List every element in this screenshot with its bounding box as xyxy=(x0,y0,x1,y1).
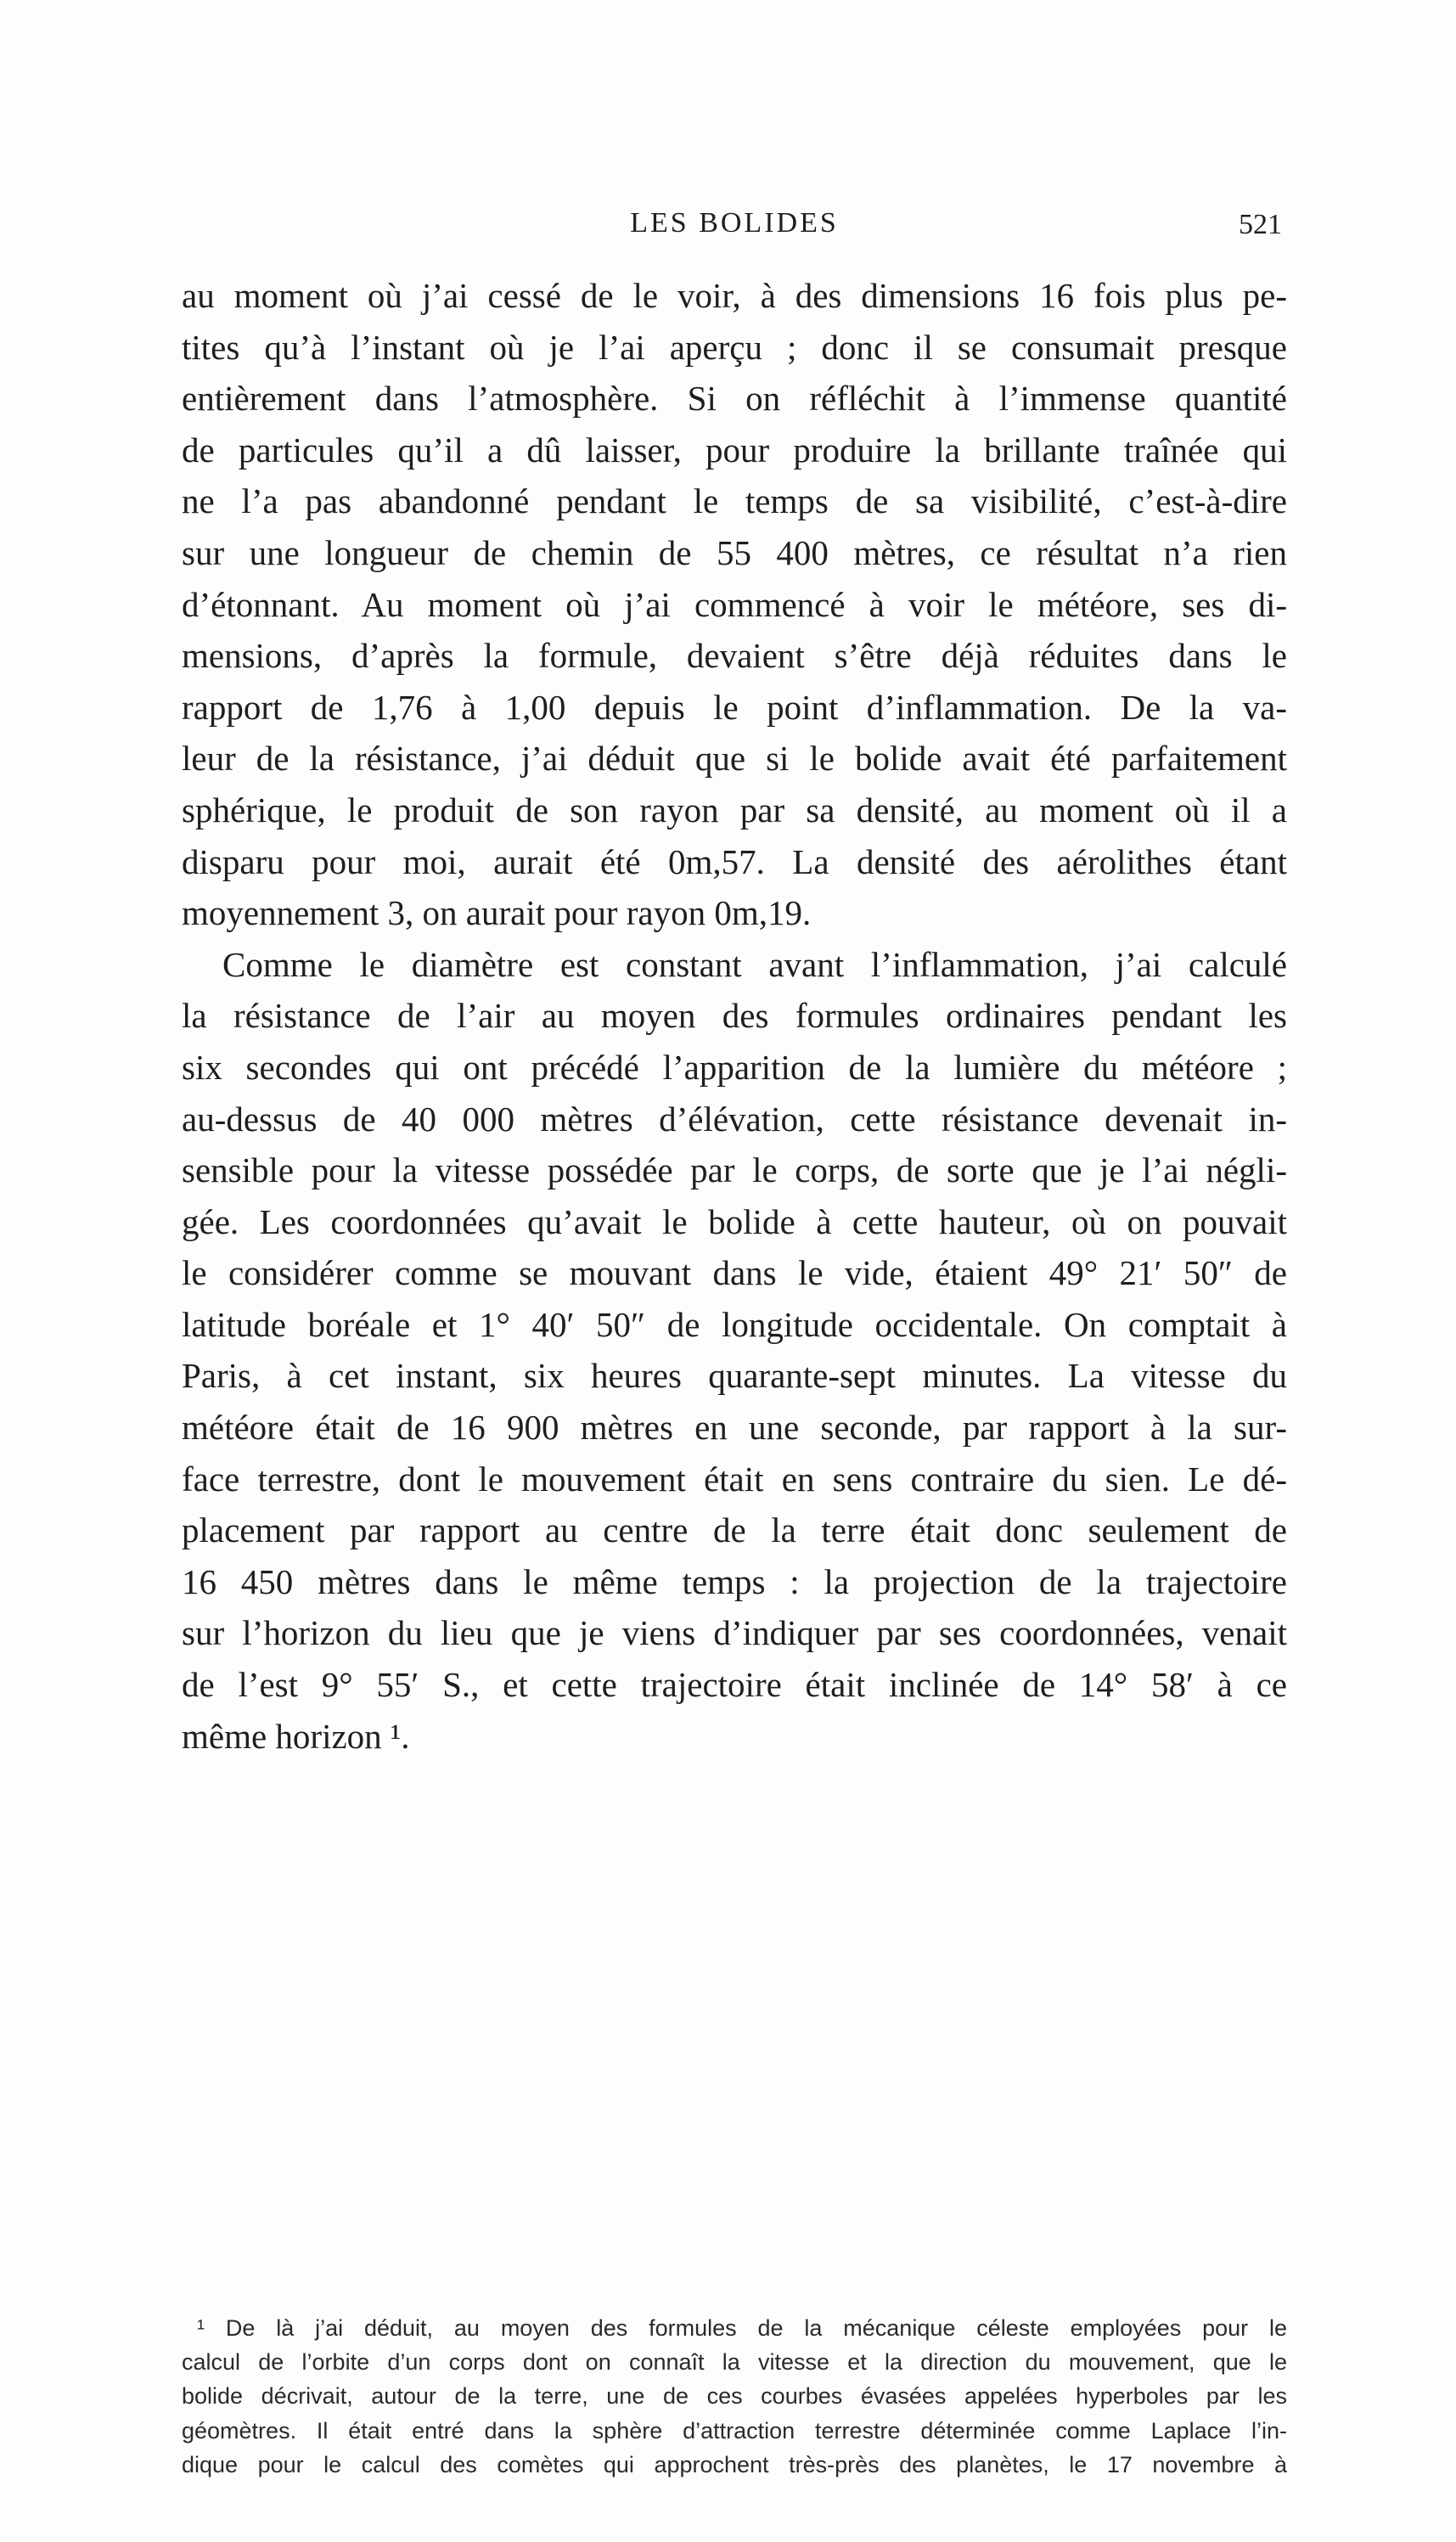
text-line: moyennement 3, on aurait pour rayon 0m,19. xyxy=(182,893,812,933)
text-line: sensible pour la vitesse possédée par le corps, de sorte que je l’ai négli- xyxy=(182,1150,1287,1190)
text-line: face terrestre, dont le mouvement était en sens contraire du sien. Le dé- xyxy=(182,1459,1287,1499)
text-line: tites qu’à l’instant où je l’ai aperçu ; donc il se consumait presque xyxy=(182,327,1287,367)
text-line: la résistance de l’air au moyen des formules ordinaires pendant les xyxy=(182,996,1287,1036)
text-line: disparu pour moi, aurait été 0m,57. La densité des aérolithes étant xyxy=(182,841,1287,881)
text-line: au-dessus de 40 000 mètres d’élévation, cette résistance devenait in- xyxy=(182,1099,1287,1139)
text-line: Paris, à cet instant, six heures quarante-sept minutes. La vitesse du xyxy=(182,1356,1287,1396)
text-line: rapport de 1,76 à 1,00 depuis le point d’inflammation. De la va- xyxy=(182,687,1287,727)
text-line: latitude boréale et 1° 40′ 50″ de longitude occidentale. On comptait à xyxy=(182,1304,1287,1344)
text-line: leur de la résistance, j’ai déduit que si le bolide avait été parfaitement xyxy=(182,739,1287,779)
text-line: de l’est 9° 55′ S., et cette trajectoire était inclinée de 14° 58′ à ce xyxy=(182,1665,1287,1705)
footnote-line: dique pour le calcul des comètes qui approchent très-près des planètes, le 17 novembre à xyxy=(182,2451,1287,2477)
text-line: entièrement dans l’atmosphère. Si on réfléchit à l’immense quantité xyxy=(182,379,1287,419)
running-head xyxy=(187,207,1282,250)
footnote-line: ¹ De là j’ai déduit, au moyen des formules de la mécanique céleste employées pour le xyxy=(197,2315,1287,2341)
text-line: au moment où j’ai cessé de le voir, à des dimensions 16 fois plus pe- xyxy=(182,276,1287,315)
text-line: six secondes qui ont précédé l’apparition de la lumière du météore ; xyxy=(182,1047,1287,1087)
text-line: de particules qu’il a dû laisser, pour produire la brillante traînée qui xyxy=(182,430,1287,470)
text-line: sphérique, le produit de son rayon par sa densité, au moment où il a xyxy=(182,790,1287,830)
text-line: le considérer comme se mouvant dans le vide, étaient 49° 21′ 50″ de xyxy=(182,1253,1287,1293)
text-line: d’étonnant. Au moment où j’ai commencé à voir le météore, ses di- xyxy=(182,584,1287,624)
text-line: sur l’horizon du lieu que je viens d’indiquer par ses coordonnées, venait xyxy=(182,1613,1287,1653)
text-line: sur une longueur de chemin de 55 400 mètres, ce résultat n’a rien xyxy=(182,532,1287,572)
text-line: placement par rapport au centre de la terre était donc seulement de xyxy=(182,1510,1287,1550)
text-line: ne l’a pas abandonné pendant le temps de sa visibilité, c’est-à-dire xyxy=(182,481,1287,521)
text-line: même horizon ¹. xyxy=(182,1716,410,1756)
text-line: Comme le diamètre est constant avant l’inflammation, j’ai calculé xyxy=(222,944,1287,984)
footnote-line: géomètres. Il était entré dans la sphère d’attraction terrestre déterminée comme Laplace l’in- xyxy=(182,2417,1287,2444)
body-text xyxy=(182,270,1287,1762)
page-number: 521 xyxy=(1239,209,1282,240)
text-line: météore était de 16 900 mètres en une seconde, par rapport à la sur- xyxy=(182,1408,1287,1448)
text-line: mensions, d’après la formule, devaient s’être déjà réduites dans le xyxy=(182,636,1287,676)
footnote xyxy=(182,2311,1287,2482)
footnote-line: bolide décrivait, autour de la terre, une de ces courbes évasées appelées hyperboles par les xyxy=(182,2383,1287,2410)
running-title: LES BOLIDES xyxy=(630,207,839,239)
footnote-line: calcul de l’orbite d’un corps dont on connaît la vitesse et la direction du mouvement, que le xyxy=(182,2349,1287,2376)
text-line: 16 450 mètres dans le même temps : la projection de la trajectoire xyxy=(182,1561,1287,1601)
text-line: gée. Les coordonnées qu’avait le bolide à cette hauteur, où on pouvait xyxy=(182,1201,1287,1241)
